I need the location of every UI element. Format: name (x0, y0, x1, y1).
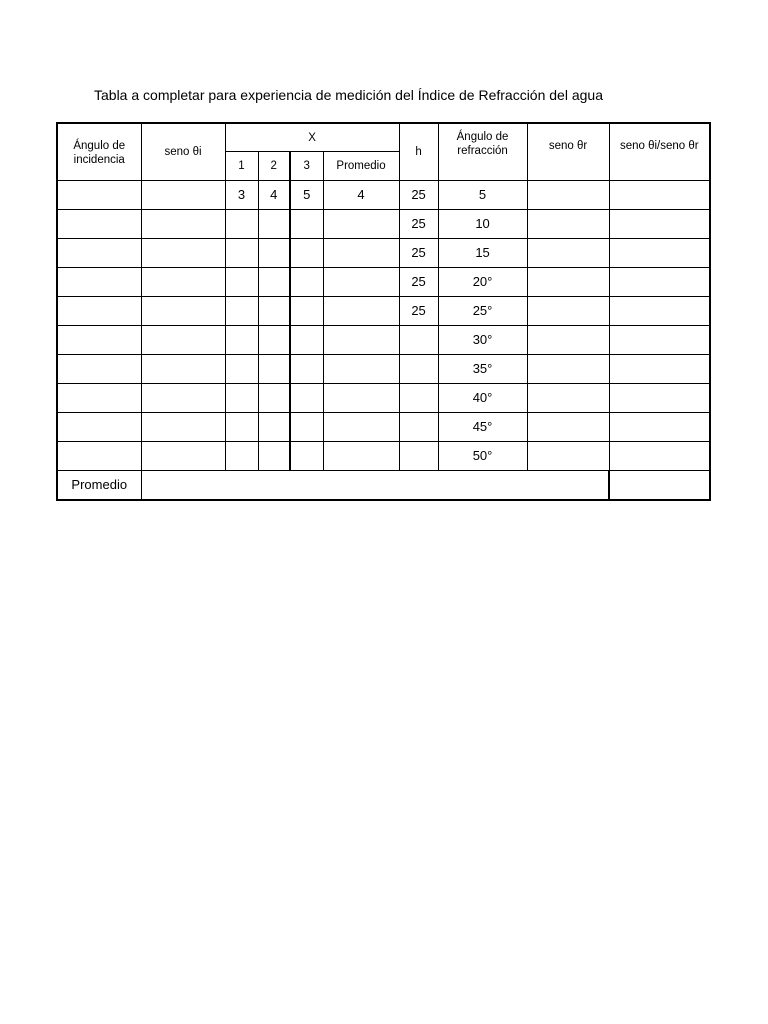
cell-x1[interactable] (225, 297, 258, 326)
cell-x1[interactable] (225, 355, 258, 384)
table-row (57, 210, 710, 239)
cell-x3[interactable] (290, 268, 323, 297)
cell-x-promedio[interactable] (323, 384, 399, 413)
cell-h[interactable] (399, 326, 438, 355)
cell-angulo-incidencia[interactable] (57, 384, 141, 413)
cell-seno-i[interactable] (141, 268, 225, 297)
cell-seno-r[interactable] (527, 210, 609, 239)
cell-x1[interactable] (225, 442, 258, 471)
cell-ratio[interactable] (609, 268, 710, 297)
cell-x3[interactable] (290, 442, 323, 471)
cell-angulo-incidencia[interactable] (57, 326, 141, 355)
cell-seno-i[interactable] (141, 210, 225, 239)
cell-angulo-refraccion[interactable]: 30° (438, 326, 527, 355)
table-row (57, 268, 710, 297)
cell-angulo-incidencia[interactable] (57, 181, 141, 210)
cell-angulo-refraccion[interactable]: 50° (438, 442, 527, 471)
cell-h[interactable]: 25 (399, 239, 438, 268)
cell-angulo-refraccion[interactable]: 45° (438, 413, 527, 442)
cell-seno-r[interactable] (527, 384, 609, 413)
page-title: Tabla a completar para experiencia de medición del Índice de Refracción del agua (94, 87, 603, 103)
cell-angulo-refraccion[interactable]: 35° (438, 355, 527, 384)
cell-x-promedio[interactable] (323, 326, 399, 355)
cell-angulo-refraccion[interactable]: 15 (438, 239, 527, 268)
cell-h[interactable]: 25 (399, 268, 438, 297)
header-x-3: 3 (290, 152, 323, 181)
header-seno-i: seno θi (141, 123, 225, 181)
summary-span-cell (141, 471, 609, 501)
cell-seno-i[interactable] (141, 181, 225, 210)
table-row (57, 181, 710, 210)
table-row (57, 442, 710, 471)
cell-x-promedio[interactable] (323, 297, 399, 326)
cell-x2[interactable] (258, 326, 290, 355)
refraction-data-table (56, 122, 711, 501)
cell-seno-i[interactable] (141, 442, 225, 471)
cell-seno-r[interactable] (527, 442, 609, 471)
cell-angulo-refraccion[interactable]: 40° (438, 384, 527, 413)
table-row (57, 326, 710, 355)
cell-h[interactable] (399, 442, 438, 471)
cell-x2[interactable] (258, 355, 290, 384)
cell-seno-i[interactable] (141, 355, 225, 384)
cell-angulo-refraccion[interactable]: 20° (438, 268, 527, 297)
cell-x1[interactable] (225, 268, 258, 297)
cell-x1[interactable] (225, 384, 258, 413)
cell-seno-r[interactable] (527, 268, 609, 297)
table-row (57, 384, 710, 413)
cell-x-promedio[interactable] (323, 239, 399, 268)
cell-ratio[interactable] (609, 413, 710, 442)
cell-seno-r[interactable] (527, 326, 609, 355)
table-row (57, 355, 710, 384)
cell-x2[interactable] (258, 384, 290, 413)
header-x-promedio: Promedio (323, 152, 399, 181)
summary-value-cell[interactable] (609, 471, 710, 501)
cell-x3[interactable] (290, 210, 323, 239)
cell-angulo-incidencia[interactable] (57, 268, 141, 297)
cell-seno-i[interactable] (141, 297, 225, 326)
cell-x1[interactable] (225, 326, 258, 355)
header-x-1: 1 (225, 152, 258, 181)
cell-x2[interactable]: 4 (258, 181, 290, 210)
header-angulo-refraccion: Ángulo de refracción (438, 123, 527, 181)
cell-x3[interactable] (290, 297, 323, 326)
cell-angulo-incidencia[interactable] (57, 210, 141, 239)
cell-ratio[interactable] (609, 442, 710, 471)
cell-h[interactable]: 25 (399, 297, 438, 326)
cell-x1[interactable] (225, 413, 258, 442)
cell-angulo-incidencia[interactable] (57, 297, 141, 326)
cell-x3[interactable]: 5 (290, 181, 323, 210)
cell-h[interactable] (399, 413, 438, 442)
table-row (57, 239, 710, 268)
cell-seno-i[interactable] (141, 413, 225, 442)
cell-x3[interactable] (290, 239, 323, 268)
cell-seno-i[interactable] (141, 326, 225, 355)
cell-ratio[interactable] (609, 355, 710, 384)
cell-seno-r[interactable] (527, 239, 609, 268)
cell-seno-r[interactable] (527, 413, 609, 442)
cell-seno-r[interactable] (527, 181, 609, 210)
summary-row (57, 471, 710, 501)
cell-x-promedio[interactable] (323, 442, 399, 471)
cell-x-promedio[interactable] (323, 268, 399, 297)
cell-h[interactable]: 25 (399, 181, 438, 210)
cell-x-promedio[interactable] (323, 210, 399, 239)
header-h: h (399, 123, 438, 181)
cell-x3[interactable] (290, 384, 323, 413)
cell-seno-r[interactable] (527, 355, 609, 384)
cell-ratio[interactable] (609, 210, 710, 239)
table-row (57, 413, 710, 442)
cell-x-promedio[interactable] (323, 413, 399, 442)
cell-x1[interactable] (225, 239, 258, 268)
cell-x2[interactable] (258, 210, 290, 239)
cell-x1[interactable] (225, 210, 258, 239)
header-x-group: X (225, 123, 399, 152)
cell-x2[interactable] (258, 268, 290, 297)
cell-angulo-refraccion[interactable]: 10 (438, 210, 527, 239)
cell-x2[interactable] (258, 442, 290, 471)
cell-ratio[interactable] (609, 384, 710, 413)
header-x-2: 2 (258, 152, 290, 181)
cell-x1[interactable]: 3 (225, 181, 258, 210)
cell-h[interactable] (399, 355, 438, 384)
header-ratio: seno θi/seno θr (609, 123, 710, 181)
cell-x2[interactable] (258, 413, 290, 442)
cell-seno-i[interactable] (141, 239, 225, 268)
table-row (57, 297, 710, 326)
cell-x3[interactable] (290, 326, 323, 355)
cell-h[interactable]: 25 (399, 210, 438, 239)
cell-ratio[interactable] (609, 239, 710, 268)
cell-ratio[interactable] (609, 326, 710, 355)
header-angulo-incidencia: Ángulo de incidencia (57, 123, 141, 181)
cell-angulo-refraccion[interactable]: 25° (438, 297, 527, 326)
cell-x-promedio[interactable] (323, 355, 399, 384)
cell-angulo-refraccion[interactable]: 5 (438, 181, 527, 210)
cell-seno-r[interactable] (527, 297, 609, 326)
cell-ratio[interactable] (609, 181, 710, 210)
cell-angulo-incidencia[interactable] (57, 442, 141, 471)
cell-angulo-incidencia[interactable] (57, 239, 141, 268)
cell-angulo-incidencia[interactable] (57, 355, 141, 384)
summary-label: Promedio (57, 471, 141, 501)
header-seno-r: seno θr (527, 123, 609, 181)
cell-angulo-incidencia[interactable] (57, 413, 141, 442)
cell-h[interactable] (399, 384, 438, 413)
cell-ratio[interactable] (609, 297, 710, 326)
cell-x3[interactable] (290, 355, 323, 384)
cell-x-promedio[interactable]: 4 (323, 181, 399, 210)
cell-x2[interactable] (258, 239, 290, 268)
cell-seno-i[interactable] (141, 384, 225, 413)
cell-x2[interactable] (258, 297, 290, 326)
cell-x3[interactable] (290, 413, 323, 442)
